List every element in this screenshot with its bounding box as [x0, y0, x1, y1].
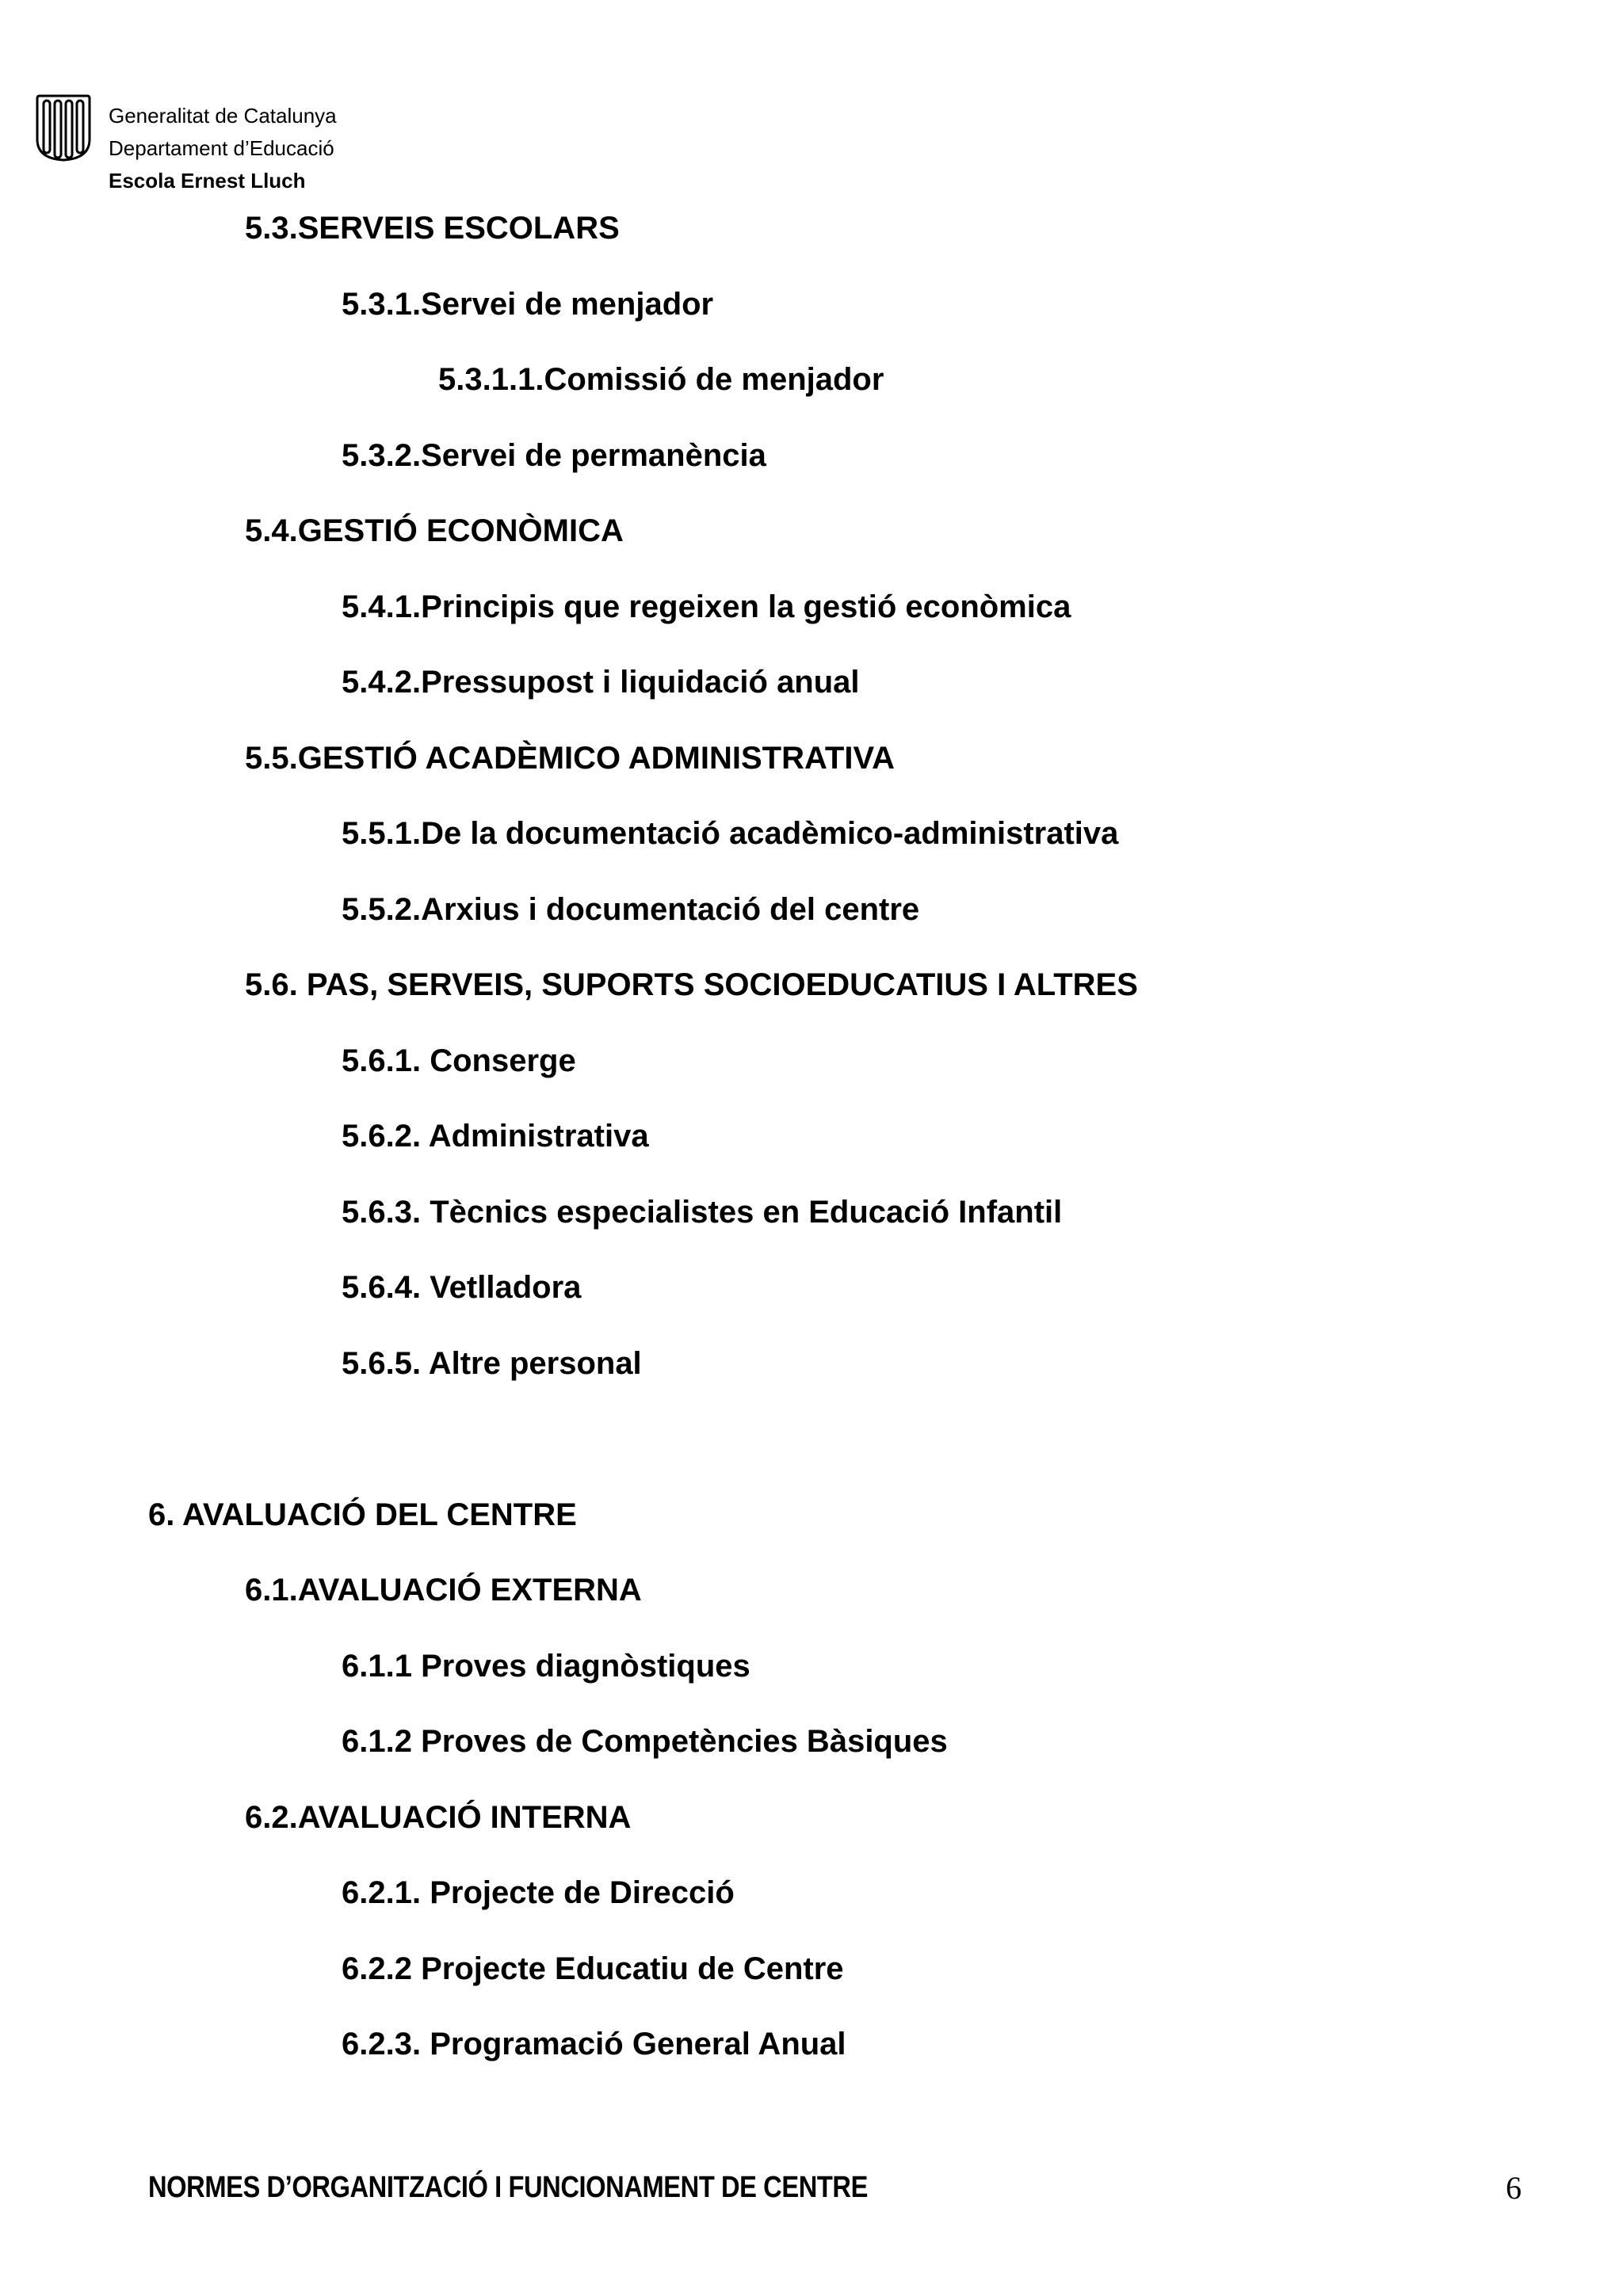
toc-entry: 5.6. PAS, SERVEIS, SUPORTS SOCIOEDUCATIUS I ALTRES — [245, 967, 1138, 1002]
toc-entry: 5.4.1.Principis que regeixen la gestió econòmica — [342, 589, 1071, 624]
toc-entry: 5.6.4. Vetlladora — [342, 1270, 582, 1305]
toc-entry: 5.6.3. Tècnics especialistes en Educació Infantil — [342, 1195, 1063, 1230]
document-header — [35, 93, 399, 204]
toc-entry: 6. AVALUACIÓ DEL CENTRE — [148, 1497, 577, 1532]
toc-entry: 5.5.2.Arxius i documentació del centre — [342, 892, 920, 927]
toc-entry: 5.3.SERVEIS ESCOLARS — [245, 211, 620, 246]
toc-entry: 6.1.2 Proves de Competències Bàsiques — [342, 1724, 948, 1759]
header-organization: Generalitat de Catalunya — [109, 104, 337, 128]
generalitat-logo-icon — [35, 93, 92, 162]
toc-entry: 5.5.1.De la documentació acadèmico-administrativa — [342, 816, 1119, 851]
toc-entry: 6.2.3. Programació General Anual — [342, 2027, 846, 2061]
header-school: Escola Ernest Lluch — [109, 169, 306, 193]
toc-entry: 5.6.1. Conserge — [342, 1043, 576, 1078]
toc-entry: 6.2.2 Projecte Educatiu de Centre — [342, 1951, 844, 1986]
toc-entry: 5.4.2.Pressupost i liquidació anual — [342, 665, 860, 700]
toc-entry: 5.6.5. Altre personal — [342, 1346, 642, 1381]
header-department: Departament d’Educació — [109, 136, 334, 160]
toc-entry: 6.1.AVALUACIÓ EXTERNA — [245, 1573, 642, 1608]
toc-entry: 6.1.1 Proves diagnòstiques — [342, 1649, 750, 1684]
toc-entry: 5.5.GESTIÓ ACADÈMICO ADMINISTRATIVA — [245, 741, 896, 776]
toc-entry: 6.2.1. Projecte de Direcció — [342, 1875, 735, 1910]
footer-title: NORMES D’ORGANITZACIÓ I FUNCIONAMENT DE CENTRE — [148, 2171, 868, 2204]
toc-entry: 5.3.1.Servei de menjador — [342, 287, 714, 322]
toc-entry: 5.3.2.Servei de permanència — [342, 438, 766, 473]
page-number: 6 — [1506, 2170, 1522, 2206]
toc-entry: 5.4.GESTIÓ ECONÒMICA — [245, 513, 624, 548]
toc-entry: 5.6.2. Administrativa — [342, 1119, 649, 1154]
toc-entry: 5.3.1.1.Comissió de menjador — [438, 362, 884, 397]
toc-entry: 6.2.AVALUACIÓ INTERNA — [245, 1800, 632, 1835]
